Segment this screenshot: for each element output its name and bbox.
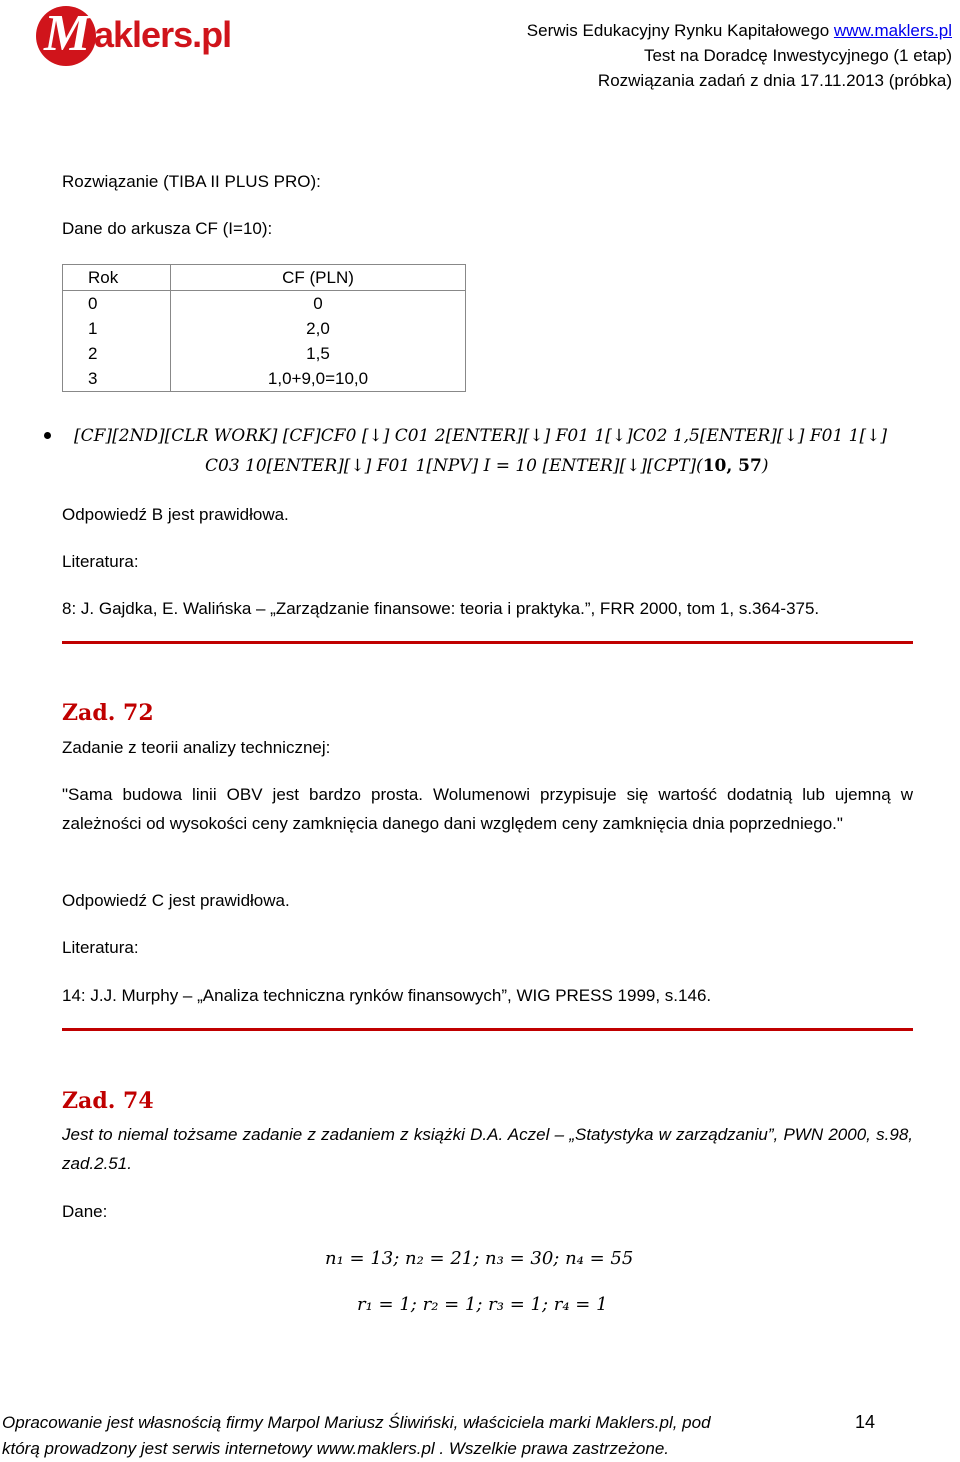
footer-line1: Opracowanie jest własnością firmy Marpol Mariusz Śliwiński, właściciela marki Maklers.pl, pod xyxy=(2,1413,711,1432)
header-line1: Serwis Edukacyjny Rynku Kapitałowego xyxy=(526,21,830,40)
zad72-answer: Odpowiedź C jest prawidłowa. xyxy=(62,891,290,910)
header-line3: Rozwiązania zadań z dnia 17.11.2013 (próbka) xyxy=(597,71,952,90)
keystrokes-line2 xyxy=(205,451,768,481)
cf-table-header xyxy=(63,265,466,291)
answer-b: Odpowiedź B jest prawidłowa. xyxy=(62,505,289,524)
bullet-icon xyxy=(44,432,51,439)
zad74-title: Zad. 74 xyxy=(62,1088,154,1114)
zad72-literature-label: Literatura: xyxy=(62,938,139,957)
zad74-text: Jest to niemal tożsame zadanie z zadaniem z książki D.A. Aczel – „Statystyka w zarządzaniu”, PWN 2000, s.98, zad.2.51. xyxy=(62,1125,913,1173)
page-header xyxy=(527,18,952,93)
table-row xyxy=(63,366,466,392)
cell-cf: 0 xyxy=(171,291,466,317)
cell-rok: 1 xyxy=(63,316,171,341)
cf-table xyxy=(62,264,466,392)
cell-rok: 2 xyxy=(63,341,171,366)
section-divider xyxy=(62,641,913,644)
logo-m-letter: M xyxy=(44,5,91,62)
zad72-literature: 14: J.J. Murphy – „Analiza techniczna rynków finansowych”, WIG PRESS 1999, s.146. xyxy=(62,986,712,1005)
page-number: 14 xyxy=(855,1412,876,1432)
cell-cf: 1,0+9,0=10,0 xyxy=(171,366,466,392)
zad72-title: Zad. 72 xyxy=(62,700,154,726)
footer-line2: którą prowadzony jest serwis internetowy www.maklers.pl . Wszelkie prawa zastrzeżone. xyxy=(2,1439,670,1458)
header-rok: Rok xyxy=(63,265,171,291)
header-cf: CF (PLN) xyxy=(171,265,466,291)
header-line2: Test na Doradcę Inwestycyjnego (1 etap) xyxy=(643,46,952,65)
cell-rok: 3 xyxy=(63,366,171,392)
given-label: Dane: xyxy=(62,1202,108,1221)
keystrokes-line2-close: ) xyxy=(761,456,769,476)
maklers-logo xyxy=(36,6,246,66)
literature-ref: 8: J. Gajdka, E. Walińska – „Zarządzanie finansowe: teoria i praktyka.”, FRR 2000, tom 1, s.364-375. xyxy=(62,599,820,618)
solution-title: Rozwiązanie (TIBA II PLUS PRO): xyxy=(62,172,321,191)
section-divider xyxy=(62,1028,913,1031)
sheet-label: Dane do arkusza CF (I=10): xyxy=(62,219,273,238)
cell-cf: 2,0 xyxy=(171,316,466,341)
table-row xyxy=(63,316,466,341)
table-row xyxy=(63,291,466,317)
header-link[interactable]: www.maklers.pl xyxy=(833,21,952,40)
keystrokes-line2-text: C03 10[ENTER][↓] F01 1[NPV] I = 10 [ENTER][↓][CPT]( xyxy=(205,456,703,476)
npv-result: 10, 57 xyxy=(702,456,762,476)
literature-label: Literatura: xyxy=(62,552,139,571)
equation-n: n₁ = 13; n₂ = 21; n₃ = 30; n₄ = 55 xyxy=(325,1248,634,1269)
table-row xyxy=(63,341,466,366)
equation-r: r₁ = 1; r₂ = 1; r₃ = 1; r₄ = 1 xyxy=(357,1294,608,1315)
cell-cf: 1,5 xyxy=(171,341,466,366)
zad72-quote: "Sama budowa linii OBV jest bardzo prosta. Wolumenowi przypisuje się wartość dodatnią lub ujemną w zależności od wysokości ceny zamknięcia danego dani względem ceny zamknięcia dnia poprzedniego." xyxy=(62,785,913,833)
cell-rok: 0 xyxy=(63,291,171,317)
logo-text: aklers.pl xyxy=(94,14,232,55)
keystrokes-line1: [CF][2ND][CLR WORK] [CF]CF0 [↓] C01 2[ENTER][↓] F01 1[↓]C02 1,5[ENTER][↓] F01 1[↓] xyxy=(74,426,888,446)
zad72-subtitle: Zadanie z teorii analizy technicznej: xyxy=(62,738,331,757)
page-footer xyxy=(2,1410,711,1462)
